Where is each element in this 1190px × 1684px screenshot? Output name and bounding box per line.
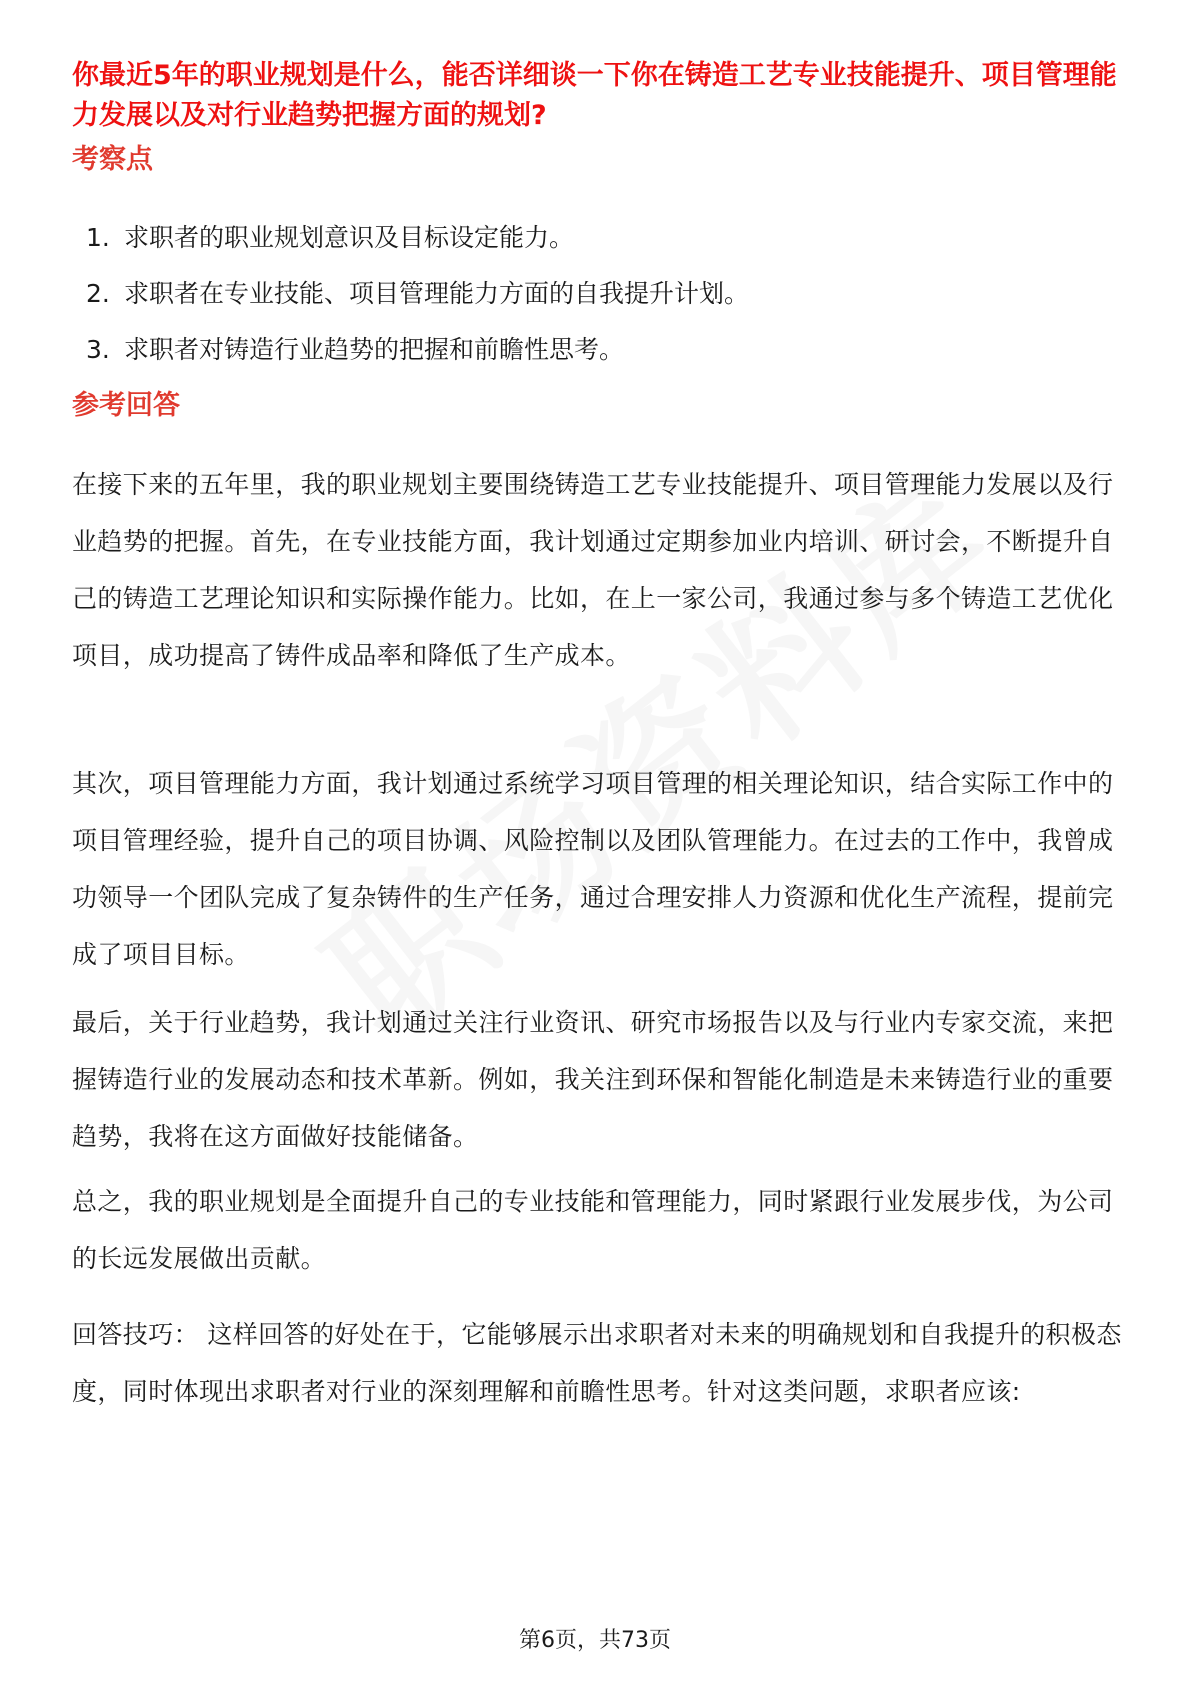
points-list [72, 220, 1122, 388]
list-item-number: 3. [86, 335, 110, 364]
list-item-text: 求职者在专业技能、项目管理能力方面的自我提升计划。 [124, 279, 750, 308]
list-item [72, 332, 1122, 368]
list-item [72, 276, 1122, 312]
question-title: 你最近5年的职业规划是什么，能否详细谈一下你在铸造工艺专业技能提升、项目管理能力发展以及对行业趋势把握方面的规划? [72, 60, 1117, 131]
list-item-text: 求职者的职业规划意识及目标设定能力。 [124, 223, 575, 252]
page-number: 第6页，共73页 [519, 1628, 671, 1653]
answer-paragraph: 在接下来的五年里，我的职业规划主要围绕铸造工艺专业技能提升、项目管理能力发展以及行业趋势的把握。首先，在专业技能方面，我计划通过定期参加业内培训、研讨会，不断提升自己的铸造工艺理论知识和实际操作能力。比如，在上一家公司，我通过参与多个铸造工艺优化项目，成功提高了铸件成品率和降低了生产成本。 [72, 470, 1114, 670]
list-item-number: 2. [86, 279, 110, 308]
list-item-number: 1. [86, 223, 110, 252]
answer-paragraph: 总之，我的职业规划是全面提升自己的专业技能和管理能力，同时紧跟行业发展步伐，为公司的长远发展做出贡献。 [72, 1187, 1114, 1273]
list-item-text: 求职者对铸造行业趋势的把握和前瞻性思考。 [124, 335, 625, 364]
section-heading-answer: 参考回答 [72, 390, 180, 421]
answer-paragraph: 最后，关于行业趋势，我计划通过关注行业资讯、研究市场报告以及与行业内专家交流，来把握铸造行业的发展动态和技术革新。例如，我关注到环保和智能化制造是未来铸造行业的重要趋势，我将在这方面做好技能储备。 [72, 1008, 1114, 1151]
section-heading-points: 考察点 [72, 144, 153, 175]
answer-tips-paragraph: 回答技巧： 这样回答的好处在于，它能够展示出求职者对未来的明确规划和自我提升的积极态度，同时体现出求职者对行业的深刻理解和前瞻性思考。针对这类问题，求职者应该: [72, 1320, 1122, 1406]
list-item [72, 220, 1122, 256]
answer-paragraph: 其次，项目管理能力方面，我计划通过系统学习项目管理的相关理论知识，结合实际工作中的项目管理经验，提升自己的项目协调、风险控制以及团队管理能力。在过去的工作中，我曾成功领导一个团队完成了复杂铸件的生产任务，通过合理安排人力资源和优化生产流程，提前完成了项目目标。 [72, 769, 1114, 969]
